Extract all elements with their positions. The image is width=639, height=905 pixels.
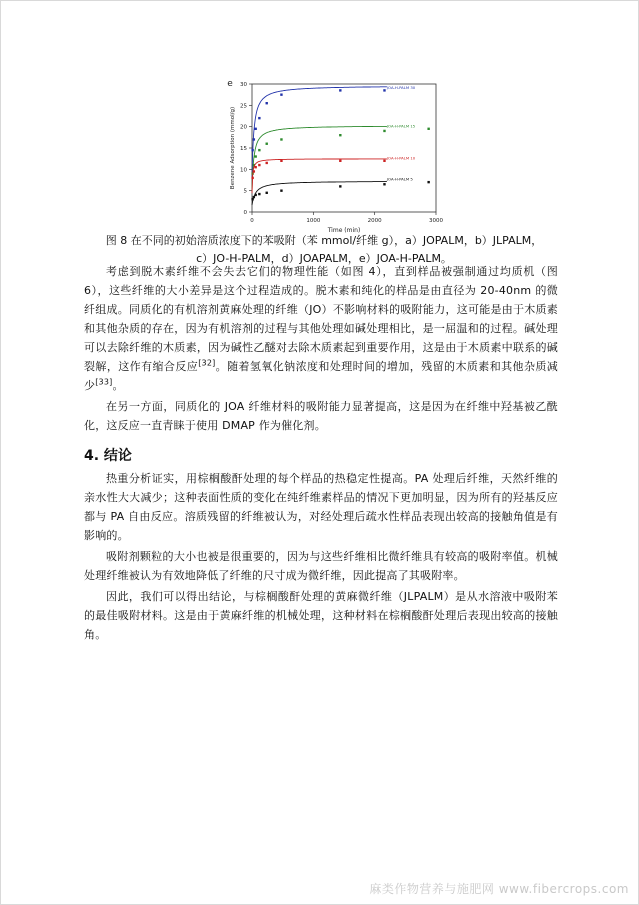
series-2-point xyxy=(339,134,341,136)
paragraph-conclusion-3: 因此，我们可以得出结论，与棕榈酸酐处理的黄麻微纤维（JLPALM）是从水溶液中吸附苯的最佳吸附材料。这是由于黄麻纤维的机械处理，这种材料在棕榈酸酐处理后表现出较高的接触角。 xyxy=(84,590,558,641)
paragraph-delignification: 考虑到脱木素纤维不会失去它们的物理性能（如图 4），直到样品被强制通过均质机（图 6），这些纤维的大小差异是这个过程造成的。脱木素和纯化的样品是由直径为 20-40nm 的微纤组成。同质化的有机溶剂黄麻处理的纤维（JO）不影响材料的吸附能力，这可能是由于木质素和其他杂质的存在，因为有机溶剂的过程与其他处理如碱处理相比，是一屈温和的过程。碱处理可以去除纤维的木质素，因为碱性乙醚对去除木质素起到重要作用，这是由于木质素中联系的碱裂解，这作有缩合反应[32]。随着氢氧化钠浓度和处理时间的增加，残留的木质素和其他杂质减少[33]。 xyxy=(84,265,559,392)
series-4-point xyxy=(280,189,282,191)
series-1-point xyxy=(383,89,385,91)
series-4-label: JOA-H-PALM 5 xyxy=(386,176,413,182)
adsorption-chart xyxy=(200,74,450,234)
series-3-point xyxy=(251,177,253,179)
citation-32[interactable]: [32] xyxy=(198,358,216,368)
series-3-label: JOA-H-PALM 10 xyxy=(386,155,416,161)
x-tick-label: 3000 xyxy=(429,218,443,224)
y-tick-label: 30 xyxy=(240,82,247,88)
plot-frame xyxy=(252,84,436,212)
caption-line-2: c）JO-H-PALM，d）JOAPALM，e）JOA-H-PALM。 xyxy=(196,252,452,265)
series-1-point xyxy=(280,93,282,95)
x-tick-label: 1000 xyxy=(306,218,321,224)
body-text xyxy=(84,262,558,644)
x-tick-label: 2000 xyxy=(367,218,382,224)
series-2-point xyxy=(427,128,429,130)
series-4-point xyxy=(339,185,341,187)
series-1-label: JOA-H-PALM 30 xyxy=(386,84,416,90)
watermark: 麻类作物营养与施肥网 www.fibercrops.com xyxy=(369,882,629,896)
series-3-point xyxy=(258,164,260,166)
y-axis-label: Benzene Adsorption (mmol/g) xyxy=(230,106,236,190)
y-tick-label: 15 xyxy=(240,146,247,152)
series-3-point xyxy=(266,162,268,164)
series-4-point xyxy=(253,196,255,198)
y-tick-label: 5 xyxy=(243,188,247,195)
series-3-point xyxy=(339,160,341,162)
series-1-point xyxy=(258,117,260,119)
series-1-point xyxy=(254,128,256,130)
series-4-point xyxy=(427,181,429,183)
series-3-fit-line xyxy=(252,159,387,193)
series-4-point xyxy=(258,193,260,195)
series-2-point xyxy=(258,149,260,151)
series-2-point xyxy=(383,130,385,132)
paragraph-acetylation: 在另一方面，同质化的 JOA 纤维材料的吸附能力显著提高，这是因为在纤维中羟基被乙酰化，这反应一直青睐于使用 DMAP 作为催化剂。 xyxy=(84,400,558,432)
series-2-label: JOA-H-PALM 15 xyxy=(386,123,416,129)
series-3-point xyxy=(280,160,282,162)
series-1-fit-line xyxy=(252,87,387,178)
paragraph-conclusion-1: 热重分析证实，用棕榈酸酐处理的每个样品的热稳定性提高。PA 处理后纤维，天然纤维的亲水性大大减少；这种表面性质的变化在纯纤维素样品的情况下更加明显，因为所有的羟基反应都与 PA 自由反应。溶质残留的纤维被认为，对经处理后疏水性样品表现出较高的接触角值是有影响的。 xyxy=(84,472,558,542)
series-3-point xyxy=(383,160,385,162)
paragraph-conclusion-2: 吸附剂颗粒的大小也被是很重要的，因为与这些纤维相比微纤维具有较高的吸附率值。机械处理纤维被认为有效地降低了纤维的尺寸成为微纤维，因此提高了其吸附率。 xyxy=(84,550,558,582)
series-4-point xyxy=(254,194,256,196)
series-1-point xyxy=(251,149,253,151)
x-tick-label: 0 xyxy=(250,218,254,224)
x-axis-label: Time (min) xyxy=(327,227,361,234)
citation-33[interactable]: [33] xyxy=(95,377,113,387)
series-3-point xyxy=(253,170,255,172)
y-tick-label: 20 xyxy=(240,124,247,131)
series-2-point xyxy=(280,138,282,140)
series-1-point xyxy=(266,102,268,104)
series-2-point xyxy=(266,143,268,145)
y-tick-label: 10 xyxy=(240,167,247,174)
series-1-point xyxy=(339,89,341,91)
panel-label: e xyxy=(227,79,233,89)
y-tick-label: 25 xyxy=(240,103,247,110)
series-3-point xyxy=(254,166,256,168)
series-4-fit-line xyxy=(252,182,387,205)
section-heading-conclusion: 4. 结论 xyxy=(84,448,132,464)
series-4-point xyxy=(266,192,268,194)
benzene-adsorption-figure xyxy=(200,74,450,234)
series-2-point xyxy=(254,155,256,157)
y-tick-label: 0 xyxy=(243,210,247,216)
series-4-point xyxy=(383,183,385,185)
caption-line-1: 图 8 在不同的初始溶质浓度下的苯吸附（苯 mmol/纤维 g），a）JOPALM，b）JLPALM， xyxy=(105,234,543,247)
series-4-point xyxy=(251,198,253,200)
series-1-point xyxy=(253,138,255,140)
